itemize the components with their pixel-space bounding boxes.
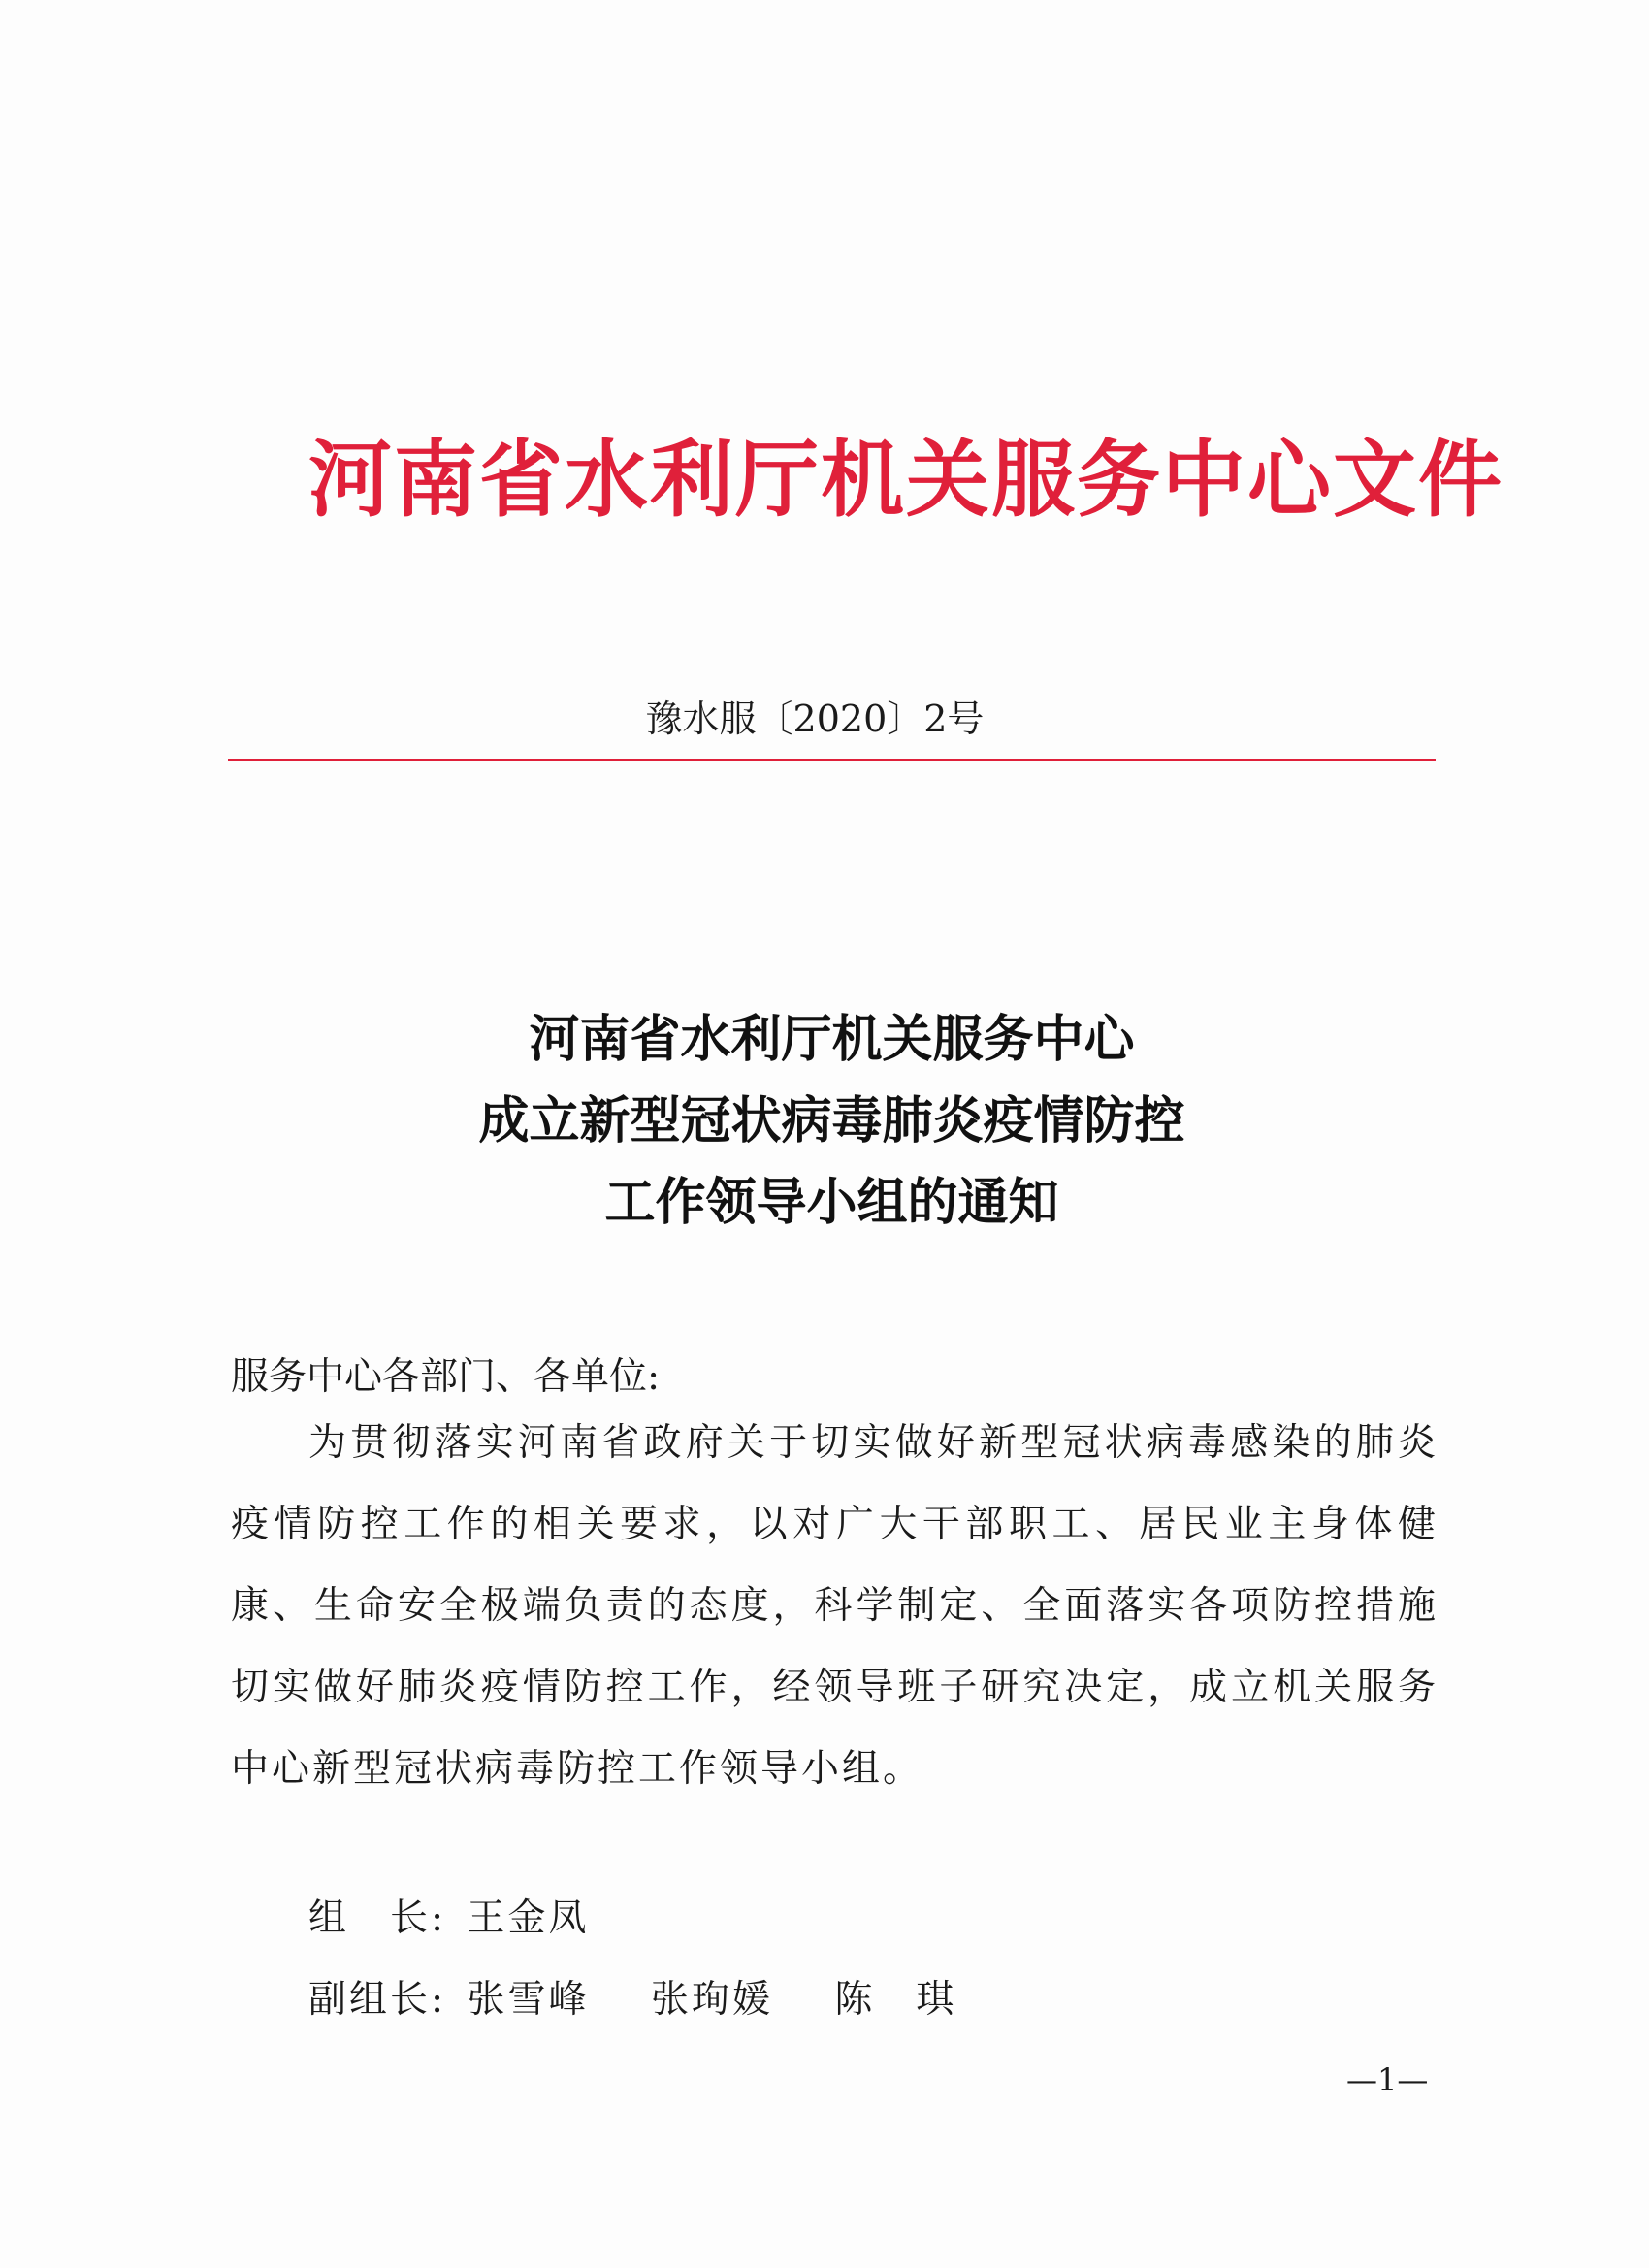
notice-body-paragraph: 为贯彻落实河南省政府关于切实做好新型冠状病毒感染的肺炎疫情防控工作的相关要求，以对广大干部职工、居民业主身体健康、生命安全极端负责的态度，科学制定、全面落实各项防控措施切实做好肺炎疫情防控工作，经领导班子研究决定，成立机关服务中心新型冠状病毒防控工作领导小组。 [231,1421,1439,1791]
notice-title-line: 河南省水利厅机关服务中心 [529,1011,1135,1069]
red-divider-rule [228,759,1436,761]
page-number: —1— [1346,2061,1429,2098]
notice-title-line: 成立新型冠状病毒肺炎疫情防控 [478,1092,1185,1150]
deputy-name: 陈 琪 [834,1978,957,2022]
salutation: 服务中心各部门、各单位: [231,1355,661,1399]
deputy-name: 张雪峰 [467,1978,590,2022]
leader-name: 王金凤 [467,1896,590,1940]
notice-title [228,999,1436,1244]
deputy-label: 副组长: [308,1978,447,2022]
issuer-header-title: 河南省水利厅机关服务中心文件 [308,432,1504,529]
deputy-line [308,1969,956,2024]
leader-line [308,1888,590,1942]
leader-label: 组 长: [308,1896,447,1940]
deputy-name: 张珣媛 [650,1978,773,2022]
document-number: 豫水服〔2020〕2号 [645,697,985,740]
notice-title-line: 工作领导小组的通知 [604,1174,1059,1232]
